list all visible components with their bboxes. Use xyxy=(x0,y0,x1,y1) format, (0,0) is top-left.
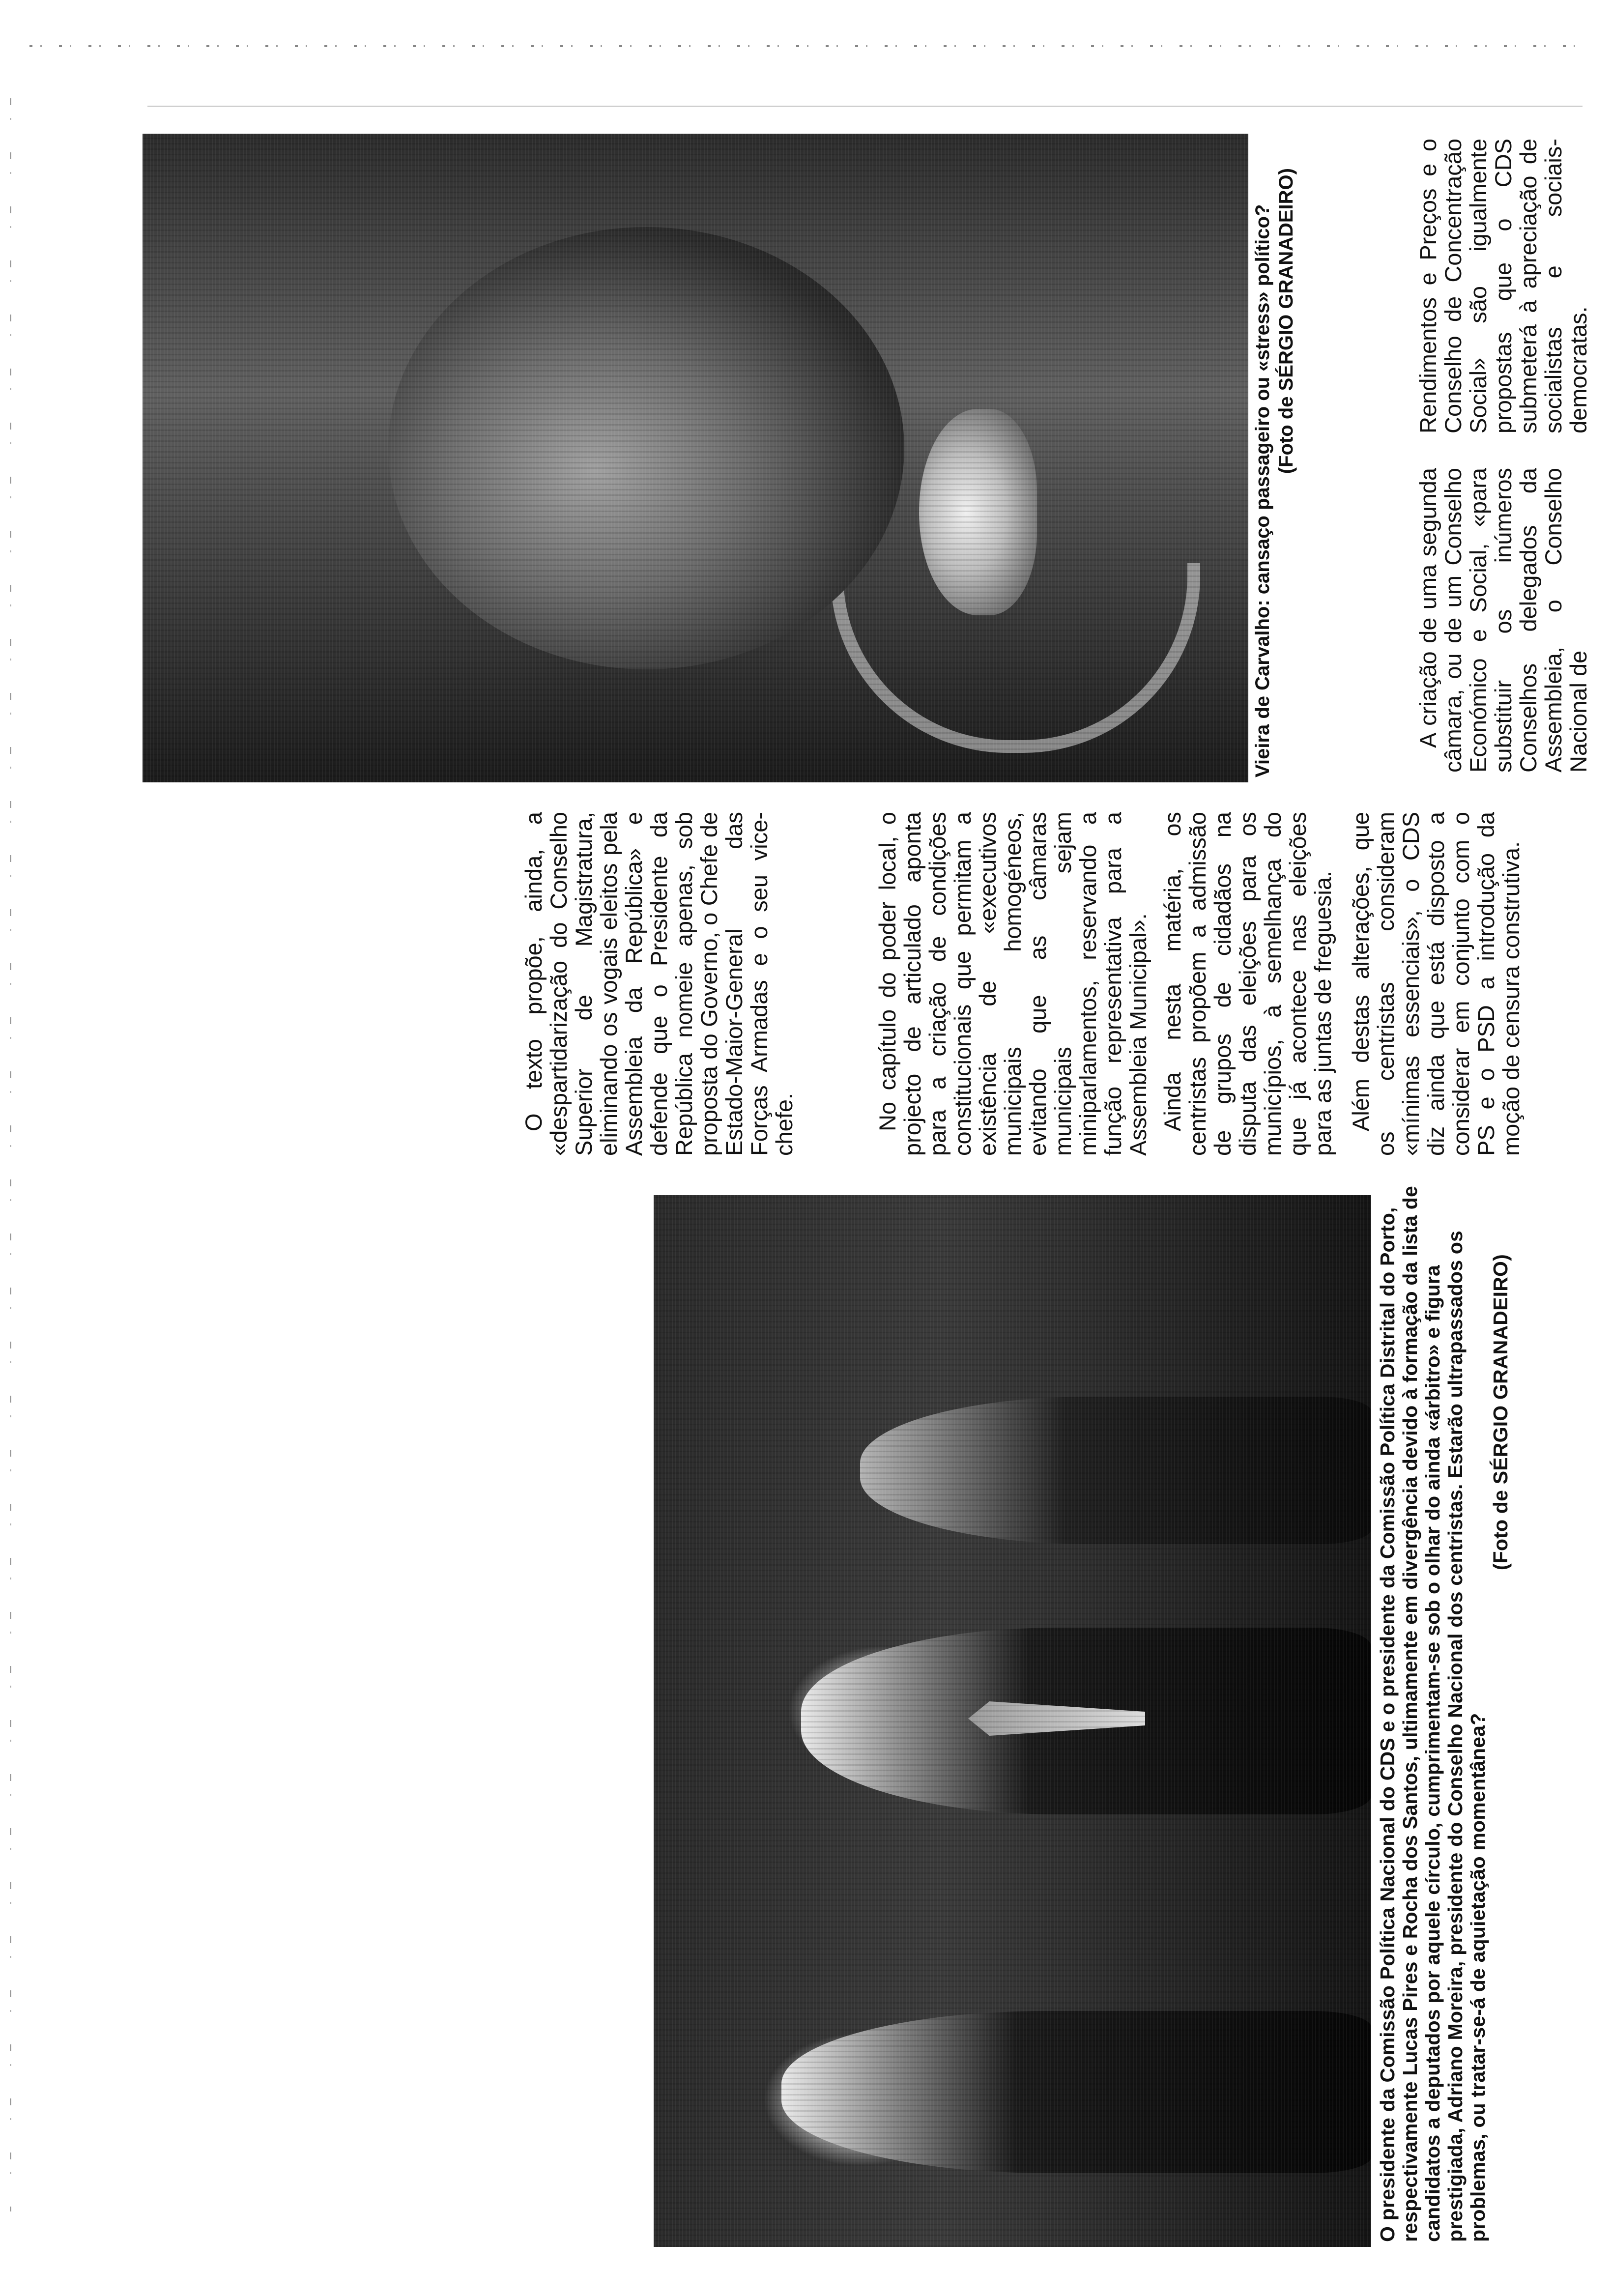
photo-credit: (Foto de SÉRGIO GRANADEIRO) xyxy=(1275,168,1297,474)
article-paragraph: Rendimentos e Preços e o Conselho de Concentração Social» são igualmente propostas que o CDS submeterá à apreciação de socialistas e sociais-democratas. xyxy=(1415,139,1591,433)
article-column-1 xyxy=(521,812,809,1156)
article-paragraph: O texto propõe, ainda, a «despartidarização do Conselho Superior de Magistratura, eliminando os vogais eleitos pela Assembleia da República» e defende que o Presidente da República nomeie apenas, sob proposta do Governo, o Chefe de Estado-Maior-General das Forças Armadas e o seu vice-chefe. xyxy=(520,812,797,1156)
photo-cds-leaders xyxy=(654,1195,1371,2247)
photo-credit: (Foto de SÉRGIO GRANADEIRO) xyxy=(1489,1254,1512,1571)
photo-grain xyxy=(143,134,1248,782)
article-column-2 xyxy=(875,812,1163,1156)
article-paragraph: A criação de uma segunda câmara, ou de um Conselho Económico e Social, «para substituir os inúmeros Conselhos delegados da Assembleia, o Conselho Nacional de xyxy=(1415,468,1591,773)
article-paragraph: Além destas alterações, que os centristas consideram «mínimas essenciais», o CDS diz ainda que está disposto a considerar em conjunto com o PS e o PSD a introdução da moção de censura construtiva. xyxy=(1348,812,1524,1156)
article-column-3 xyxy=(1160,812,1536,1156)
photo-grain xyxy=(654,1195,1371,2247)
photo-vieira-caption xyxy=(1251,139,1298,777)
article-column-5 xyxy=(1415,139,1604,433)
article-column-4 xyxy=(1415,468,1604,773)
article-paragraph: No capítulo do poder local, o projecto de articulado aponta para a criação de condições constitucionais que permitam a existência de «executivos municipais homogéneos, evitando que as câmaras municipais sejam miniparlamentos, reservando a função representativa para a Assembleia Municipal». xyxy=(874,812,1151,1156)
caption-text: Vieira de Carvalho: cansaço passageiro ou «stress» político? xyxy=(1252,204,1273,777)
photo-cds-leaders-caption xyxy=(1376,1185,1512,2242)
caption-text: O presidente da Comissão Política Nacional do CDS e o presidente da Comissão Política Distrital do Porto, respectivamente Lucas Pires e Rocha dos Santos, ultimamente em divergência devido à formação da lista de candidatos a deputados por aquele círculo, cumprimentam-se sob o olhar do ainda «árbitro» e figura prestigiada, Adriano Moreira, presidente do Conselho Nacional dos centristas. Estarão ultrapassados os problemas, ou tratar-se-á de aquietação momentânea? xyxy=(1376,1185,1489,2242)
photo-vieira-de-carvalho xyxy=(143,134,1248,782)
article-paragraph: Ainda nesta matéria, os centristas propõem a admissão de grupos de cidadãos na disputa das eleições para os municípios, à semelhança do que já acontece nas eleições para as juntas de freguesia. xyxy=(1159,812,1336,1156)
